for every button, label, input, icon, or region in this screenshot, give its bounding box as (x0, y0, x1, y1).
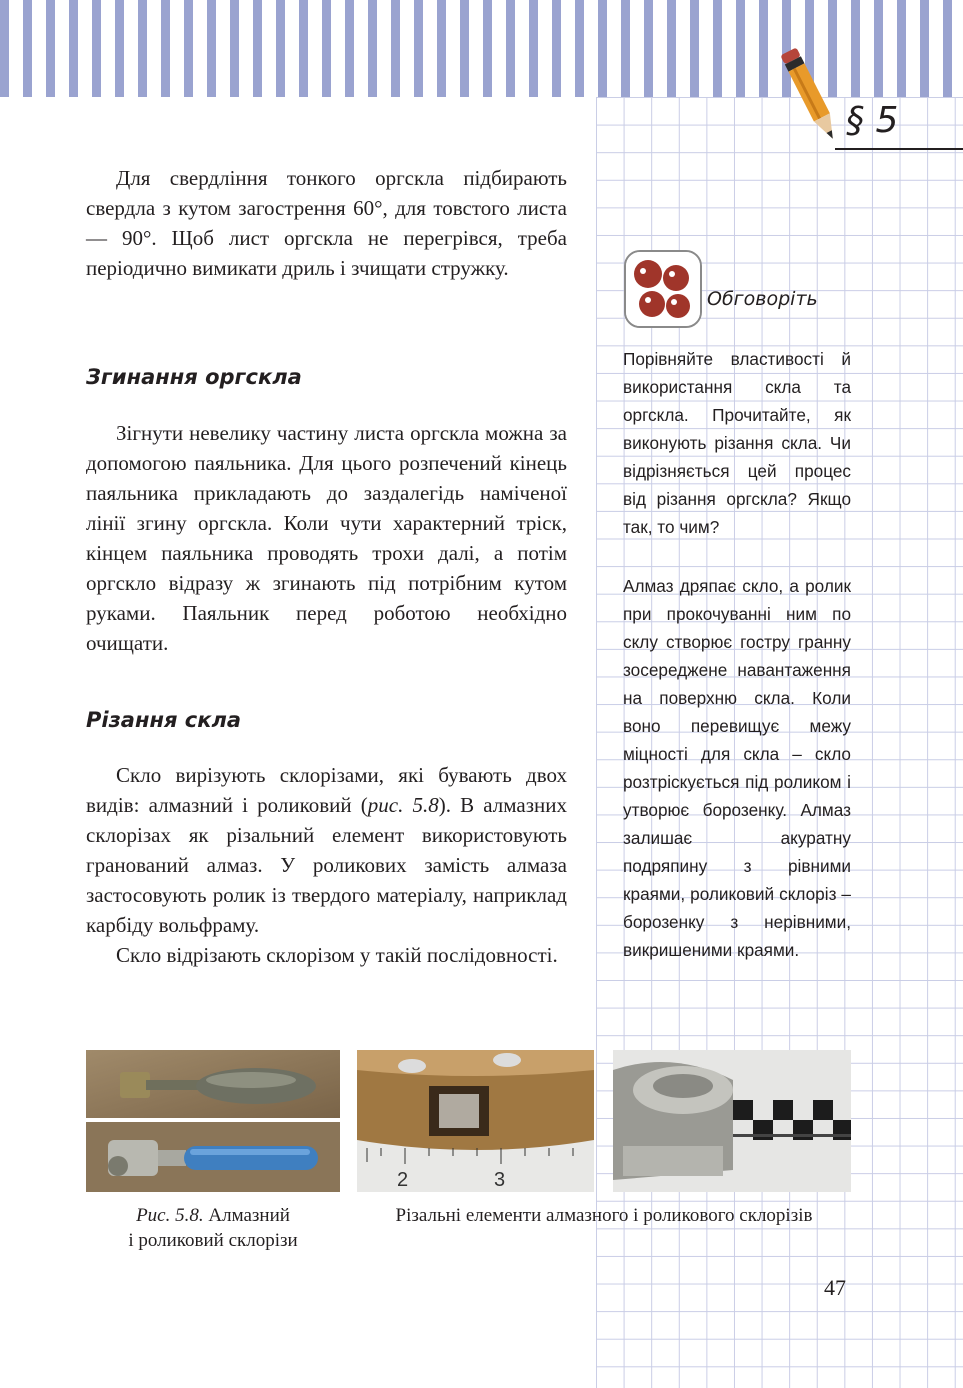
figure-caption-left: Рис. 5.8. Алмазний і роликовий склорізи (128, 1205, 298, 1251)
heading-bending: Згинання оргскла (86, 365, 302, 389)
caption-figure-number: Рис. 5.8. (136, 1205, 204, 1226)
paragraph-glass-cutting: Скло вирізують склорізами, які бувають двох видів: алмазний і роликовий (рис. 5.8). В алмазних склорізах як різальний елемент використовують гранований алмаз. У роликових замість алмаза застосовують ролик із твердого матеріалу, наприклад карбіду вольфраму. Скло відрізають склорізом у такій послідовності. (86, 760, 567, 970)
diamond-cutter-photo (86, 1050, 340, 1118)
discuss-icon (624, 250, 702, 328)
ruler-label-3: 3 (494, 1169, 506, 1191)
page-number: 47 (824, 1275, 846, 1300)
paragraph-drilling: Для свердління тонкого оргскла підбирають свердла з кутом загострення 60°, для товстого листа — 90°. Щоб лист оргскла не перегрівся, треба періодично вимикати дриль і зчищати стружку. (86, 166, 567, 280)
figure-caption-right: Різальні елементи алмазного і роликового склорізів (395, 1205, 813, 1226)
diamond-element-photo (357, 1050, 594, 1192)
section-underline (835, 148, 963, 150)
roller-cutter-photo (86, 1122, 340, 1192)
discuss-label: Обговоріть (707, 288, 818, 310)
section-mark: § 5 (846, 100, 899, 141)
figure-reference[interactable]: рис. 5.8 (367, 793, 439, 817)
sidebar-text-explanation: Алмаз дряпає скло, а ролик при прокочуванні ним по склу створює гостру гранну зосереджене навантаження на поверхню скла. Коли воно перевищує межу міцності для скла – скло розтріскується під роликом і утворює борозенку. Алмаз залишає акуратну подряпину з рівними краями, роликовий склоріз – борозенку з нерівними, викришеними краями. (623, 576, 851, 960)
roller-element-photo (613, 1050, 851, 1192)
heading-glass-cutting: Різання скла (86, 708, 242, 732)
paragraph-sequence: Скло відрізають склорізом у такій послідовності. (116, 943, 558, 967)
ruler-label-2: 2 (397, 1169, 409, 1191)
pencil-icon (776, 40, 846, 152)
paragraph-bending: Зігнути невелику частину листа оргскла можна за допомогою паяльника. Для цього розпечений кінець паяльника прикладають до заздалегідь наміченої лінії згину оргскла. Коли чути характерний тріск, кінцем паяльника проводять трохи далі, а потім оргскло відразу ж згинають під потрібним кутом руками. Паяльник перед роботою необхідно очищати. (86, 421, 567, 655)
sidebar-text-compare: Порівняйте властивості й використання скла та оргскла. Прочитайте, як виконують різання скла. Чи відрізняється цей процес від різання оргскла? Якщо так, то чим? (623, 349, 851, 537)
